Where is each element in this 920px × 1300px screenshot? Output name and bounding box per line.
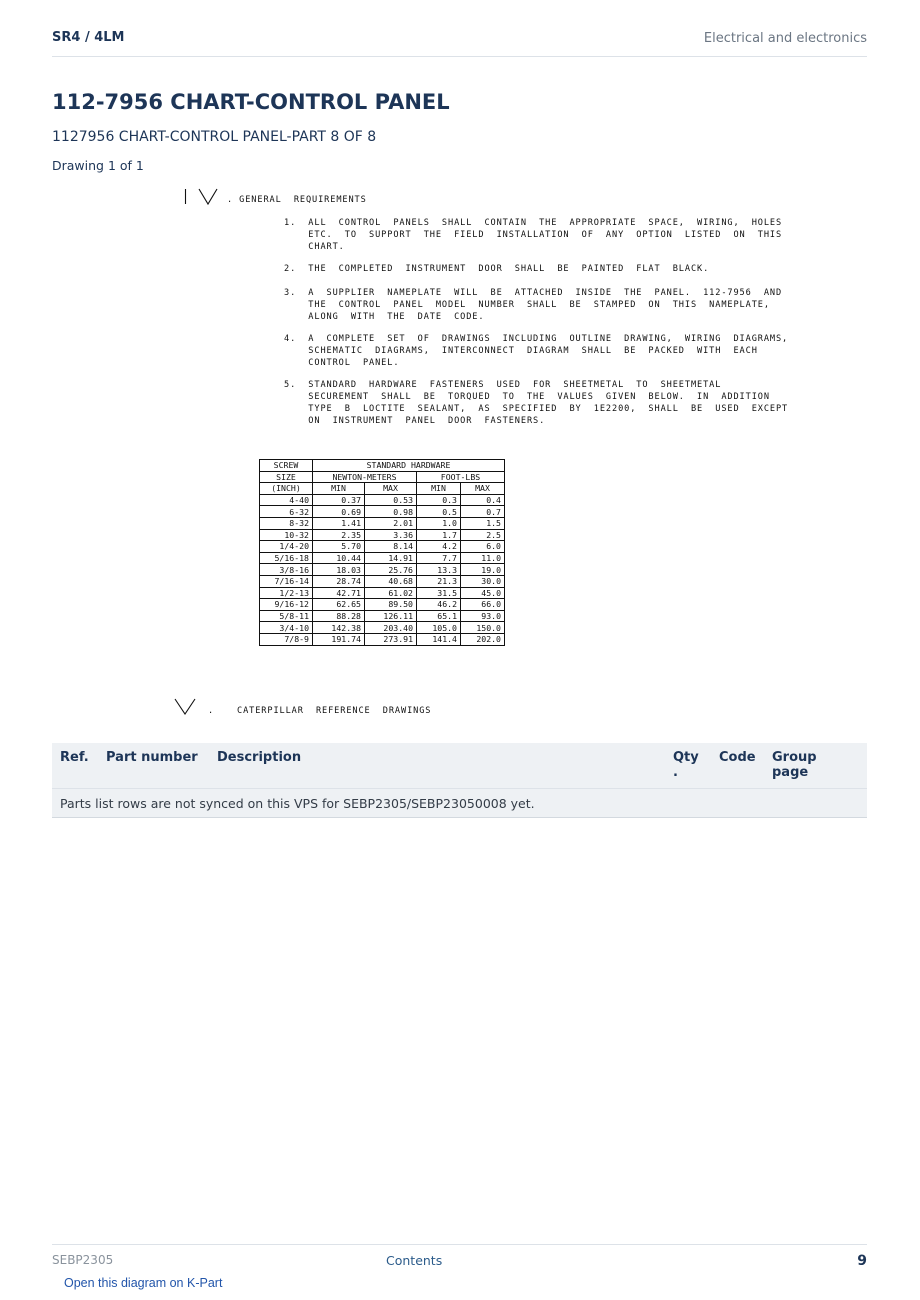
torque-cell-ftlb-min: 46.2 (417, 599, 461, 611)
table-row (260, 506, 505, 518)
torque-cell-nm-max: 61.02 (365, 587, 417, 599)
table-row (260, 517, 505, 529)
table-row (260, 552, 505, 564)
torque-table-body (260, 494, 505, 645)
section-a-heading: . GENERAL REQUIREMENTS (227, 195, 367, 205)
torque-cell-size: 3/8-16 (260, 564, 313, 576)
page-subtitle: 1127956 CHART-CONTROL PANEL-PART 8 OF 8 (52, 129, 377, 145)
torque-cell-size: 4-40 (260, 494, 313, 506)
parts-empty-message: Parts list rows are not synced on this VPS for SEBP2305/SEBP23050008 yet. (52, 789, 867, 818)
torque-cell-ftlb-max: 30.0 (461, 575, 505, 587)
torque-cell-nm-max: 89.50 (365, 599, 417, 611)
torque-cell-nm-min: 1.41 (313, 517, 365, 529)
torque-cell-nm-min: 62.65 (313, 599, 365, 611)
torque-header-nm-min: MIN (313, 483, 365, 495)
torque-cell-nm-min: 0.37 (313, 494, 365, 506)
torque-cell-ftlb-min: 7.7 (417, 552, 461, 564)
torque-cell-size: 7/8-9 (260, 633, 313, 645)
torque-cell-ftlb-max: 11.0 (461, 552, 505, 564)
section-b-heading: CATERPILLAR REFERENCE DRAWINGS (237, 706, 432, 716)
col-part-number: Part number (98, 743, 209, 789)
table-row (260, 541, 505, 553)
table-row (260, 610, 505, 622)
page-title: 112-7956 CHART-CONTROL PANEL (52, 90, 450, 114)
torque-cell-nm-min: 18.03 (313, 564, 365, 576)
torque-cell-ftlb-max: 2.5 (461, 529, 505, 541)
schematic-drawing (52, 180, 867, 720)
col-qty: Qty . (665, 743, 711, 789)
torque-cell-ftlb-max: 19.0 (461, 564, 505, 576)
torque-cell-ftlb-min: 0.5 (417, 506, 461, 518)
torque-cell-ftlb-max: 0.4 (461, 494, 505, 506)
table-row (260, 494, 505, 506)
torque-cell-size: 1/2-13 (260, 587, 313, 599)
torque-cell-nm-max: 0.98 (365, 506, 417, 518)
table-row (260, 633, 505, 645)
contents-link[interactable]: Contents (386, 1253, 443, 1268)
torque-header-ftlb-max: MAX (461, 483, 505, 495)
torque-cell-nm-min: 28.74 (313, 575, 365, 587)
table-row (260, 599, 505, 611)
torque-cell-ftlb-min: 21.3 (417, 575, 461, 587)
table-row (260, 564, 505, 576)
section-b-marker-icon (174, 698, 200, 716)
col-ref: Ref. (52, 743, 98, 789)
torque-cell-nm-max: 2.01 (365, 517, 417, 529)
torque-cell-nm-max: 40.68 (365, 575, 417, 587)
torque-table (259, 459, 505, 646)
torque-cell-nm-min: 191.74 (313, 633, 365, 645)
top-bar (52, 28, 867, 57)
torque-cell-size: 9/16-12 (260, 599, 313, 611)
torque-cell-ftlb-max: 66.0 (461, 599, 505, 611)
torque-cell-ftlb-max: 0.7 (461, 506, 505, 518)
note-1: 1. ALL CONTROL PANELS SHALL CONTAIN THE APPROPRIATE SPACE, WIRING, HOLES ETC. TO SUPPORT THE FIELD INSTALLATION OF ANY OPTION LISTED ON THIS CHART. (284, 218, 783, 252)
torque-cell-ftlb-max: 93.0 (461, 610, 505, 622)
footer (52, 1244, 867, 1275)
torque-header-screw: SCREW (260, 460, 313, 472)
torque-cell-size: 5/8-11 (260, 610, 313, 622)
torque-cell-size: 10-32 (260, 529, 313, 541)
col-code: Code (711, 743, 764, 789)
torque-header-newton: NEWTON-METERS (313, 471, 417, 483)
torque-cell-nm-max: 0.53 (365, 494, 417, 506)
torque-cell-ftlb-min: 13.3 (417, 564, 461, 576)
torque-cell-nm-max: 203.40 (365, 622, 417, 634)
note-2: 2. THE COMPLETED INSTRUMENT DOOR SHALL BE PAINTED FLAT BLACK. (284, 264, 710, 274)
torque-cell-nm-min: 2.35 (313, 529, 365, 541)
col-description: Description (209, 743, 665, 789)
torque-cell-nm-min: 42.71 (313, 587, 365, 599)
torque-header-ftlb-min: MIN (417, 483, 461, 495)
torque-cell-nm-min: 0.69 (313, 506, 365, 518)
torque-cell-nm-min: 88.28 (313, 610, 365, 622)
section-name: Electrical and electronics (703, 31, 867, 46)
note-3: 3. A SUPPLIER NAMEPLATE WILL BE ATTACHED INSIDE THE PANEL. 112-7956 AND THE CONTROL PANEL MODEL NUMBER SHALL BE STAMPED ON THIS NAMEPLATE, ALONG WITH THE DATE CODE. (284, 288, 783, 322)
page-number: 9 (857, 1253, 867, 1269)
drawing-count: Drawing 1 of 1 (52, 158, 144, 173)
table-row (260, 587, 505, 599)
torque-header-inch: (INCH) (260, 483, 313, 495)
torque-cell-nm-max: 14.91 (365, 552, 417, 564)
torque-cell-size: 1/4-20 (260, 541, 313, 553)
torque-cell-nm-min: 10.44 (313, 552, 365, 564)
torque-cell-ftlb-max: 45.0 (461, 587, 505, 599)
torque-cell-ftlb-min: 0.3 (417, 494, 461, 506)
torque-cell-ftlb-max: 150.0 (461, 622, 505, 634)
torque-header-size: SIZE (260, 471, 313, 483)
torque-cell-size: 8-32 (260, 517, 313, 529)
note-5: 5. STANDARD HARDWARE FASTENERS USED FOR SHEETMETAL TO SHEETMETAL SECUREMENT SHALL BE TORQUED TO THE VALUES GIVEN BELOW. IN ADDITION TYPE B LOCTITE SEALANT, AS SPECIFIED BY 1E2200, SHALL BE USED EXCEPT ON INSTRUMENT PANEL DOOR FASTENERS. (284, 380, 789, 426)
torque-cell-ftlb-max: 6.0 (461, 541, 505, 553)
table-row (260, 529, 505, 541)
section-b-dot: . (208, 706, 215, 716)
parts-list-table (52, 743, 867, 818)
table-row (52, 789, 867, 818)
torque-header-nm-max: MAX (365, 483, 417, 495)
torque-cell-size: 5/16-18 (260, 552, 313, 564)
torque-cell-nm-max: 3.36 (365, 529, 417, 541)
table-row (260, 622, 505, 634)
torque-cell-size: 3/4-10 (260, 622, 313, 634)
document-id: SEBP2305 (52, 1253, 114, 1267)
torque-cell-ftlb-min: 1.0 (417, 517, 461, 529)
torque-cell-ftlb-min: 1.7 (417, 529, 461, 541)
torque-header-foot: FOOT-LBS (417, 471, 505, 483)
torque-cell-size: 7/16-14 (260, 575, 313, 587)
torque-cell-ftlb-min: 141.4 (417, 633, 461, 645)
torque-cell-nm-max: 25.76 (365, 564, 417, 576)
section-a-marker-icon (184, 188, 220, 206)
torque-header-standard: STANDARD HARDWARE (313, 460, 505, 472)
torque-cell-nm-min: 142.38 (313, 622, 365, 634)
col-group-page: Group page (764, 743, 867, 789)
torque-cell-size: 6-32 (260, 506, 313, 518)
torque-cell-ftlb-min: 105.0 (417, 622, 461, 634)
torque-cell-ftlb-min: 31.5 (417, 587, 461, 599)
torque-cell-ftlb-max: 202.0 (461, 633, 505, 645)
torque-cell-ftlb-min: 4.2 (417, 541, 461, 553)
torque-cell-ftlb-min: 65.1 (417, 610, 461, 622)
note-4: 4. A COMPLETE SET OF DRAWINGS INCLUDING OUTLINE DRAWING, WIRING DIAGRAMS, SCHEMATIC DIAGRAMS, INTERCONNECT DIAGRAM SHALL BE PACKED WITH EACH CONTROL PANEL. (284, 334, 789, 368)
open-kpart-link[interactable]: Open this diagram on K-Part (64, 1276, 223, 1290)
torque-cell-nm-min: 5.70 (313, 541, 365, 553)
torque-cell-nm-max: 126.11 (365, 610, 417, 622)
breadcrumb[interactable]: SR4 / 4LM (52, 30, 125, 45)
table-row (260, 575, 505, 587)
torque-cell-ftlb-max: 1.5 (461, 517, 505, 529)
torque-cell-nm-max: 273.91 (365, 633, 417, 645)
torque-cell-nm-max: 8.14 (365, 541, 417, 553)
